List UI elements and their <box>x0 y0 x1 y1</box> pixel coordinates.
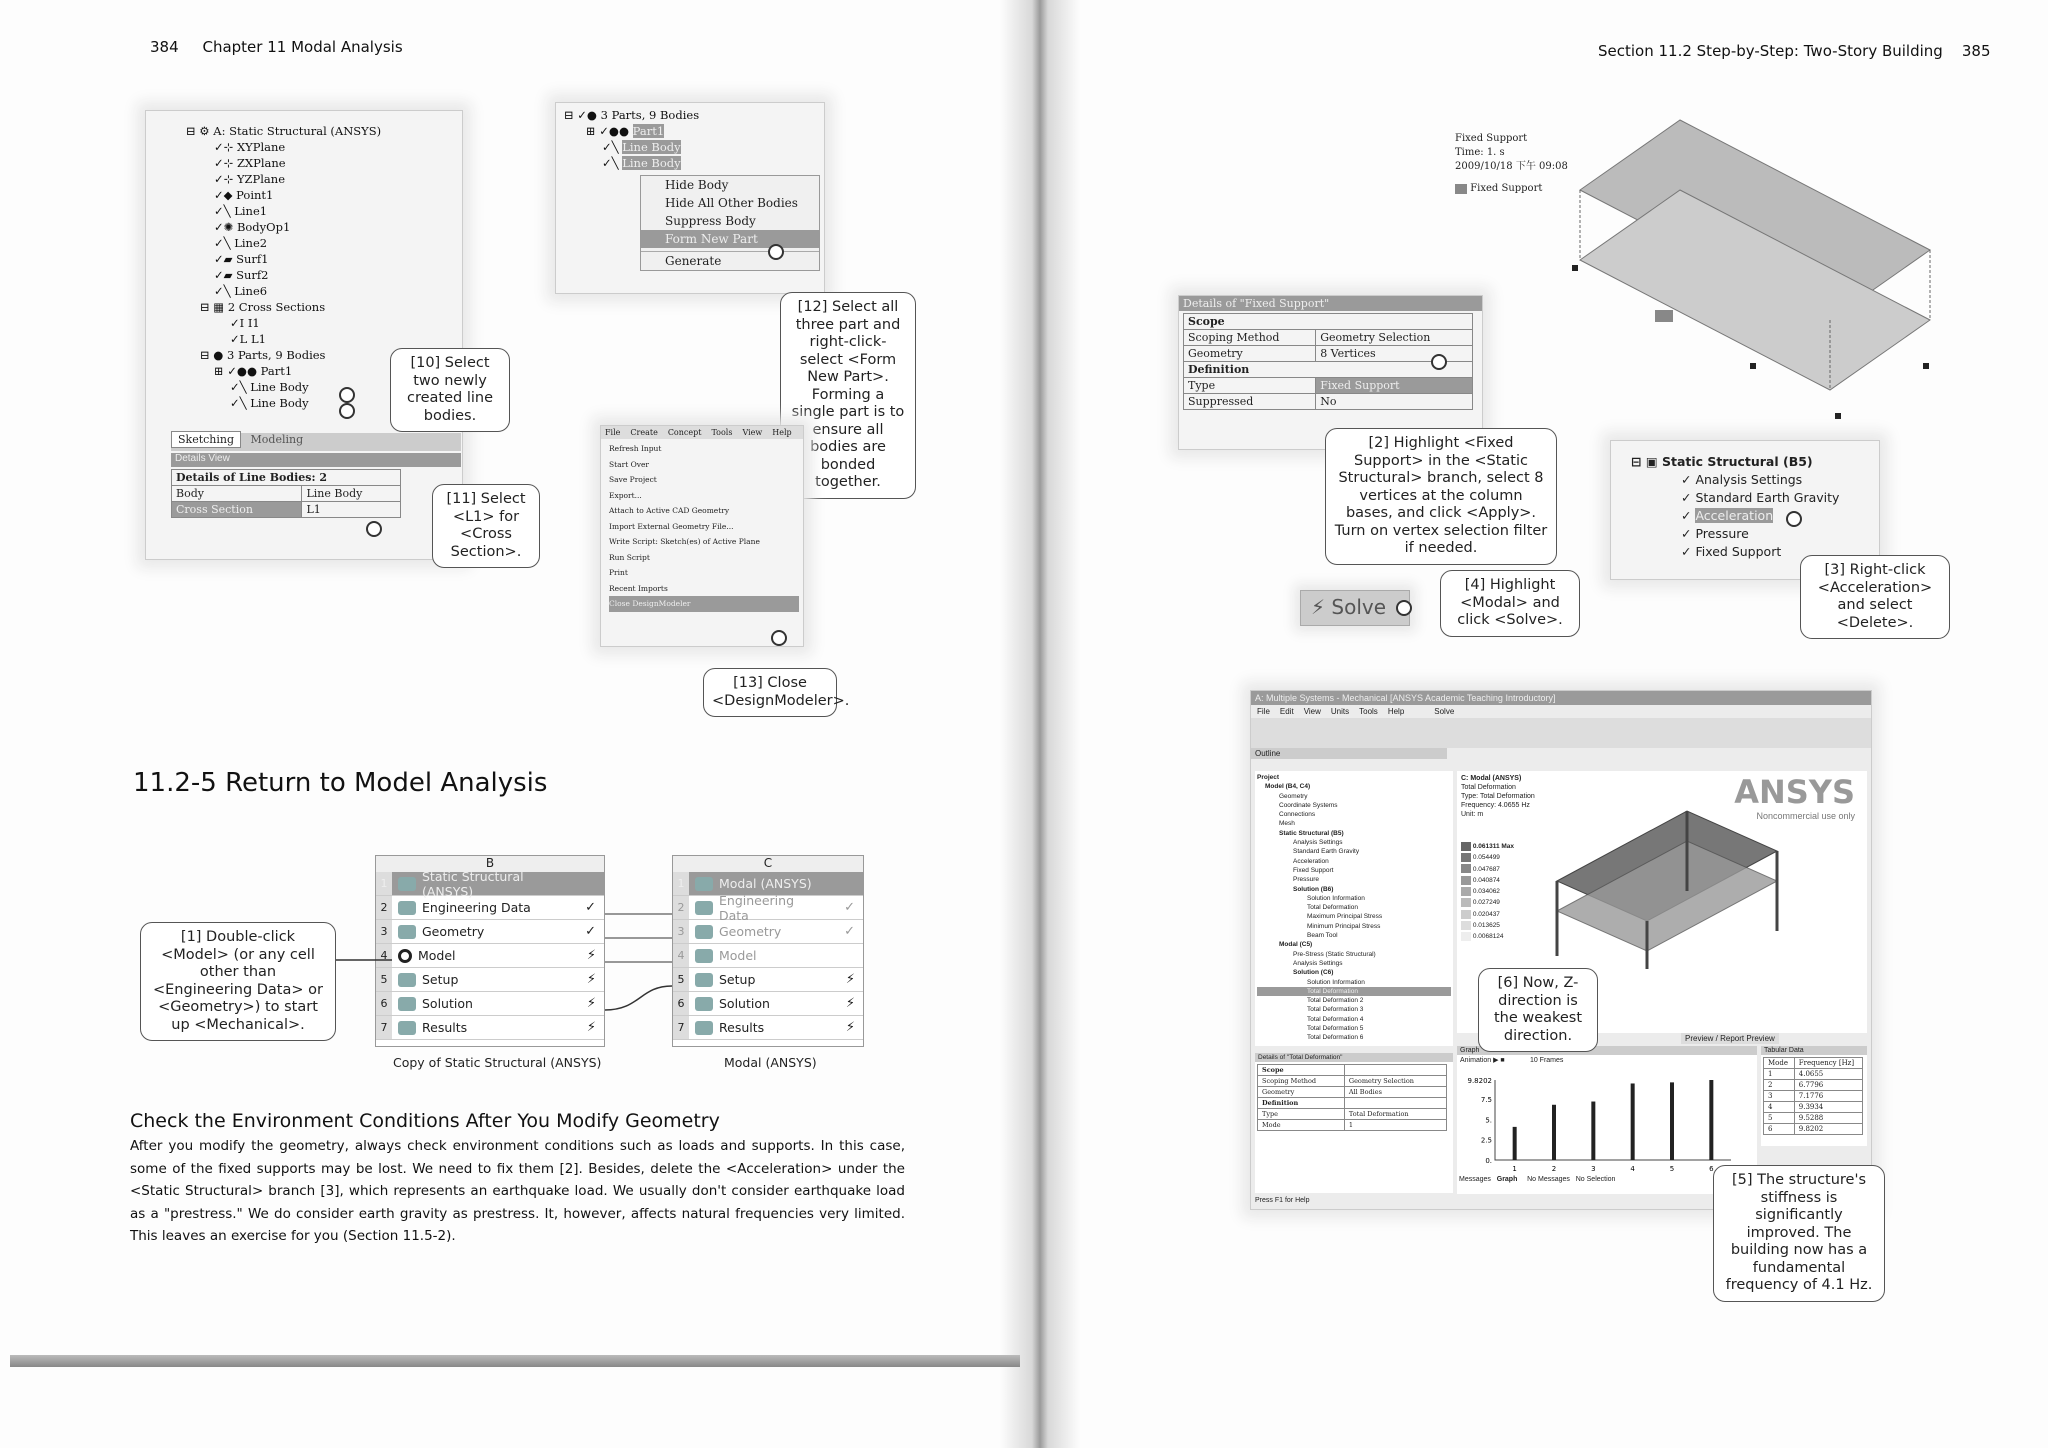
result-info-line: Frequency: 4.0655 Hz <box>1461 802 1530 809</box>
menu-print[interactable]: Print <box>609 568 628 577</box>
prop-name: Suppressed <box>1184 394 1316 410</box>
legend-value: 0.0068124 <box>1472 933 1504 941</box>
tree-item[interactable]: Total Deformation 3 <box>1307 1006 1364 1014</box>
group-label: Scope <box>1258 1065 1345 1076</box>
menu-help[interactable]: Help <box>772 428 792 437</box>
legend-value: 0.013625 <box>1472 922 1500 930</box>
frames-select[interactable]: 10 Frames <box>1529 1057 1564 1064</box>
table-cell: 9.3934 <box>1794 1102 1862 1113</box>
prop-value[interactable]: Geometry Selection <box>1344 1076 1446 1087</box>
menu-import-geometry[interactable]: Import External Geometry File... <box>609 521 734 531</box>
messages-status: No Messages <box>1527 1176 1570 1183</box>
details-pane <box>1255 1053 1453 1193</box>
message-tabs <box>1459 1176 1615 1183</box>
toolbar <box>1251 718 1871 748</box>
tree-item[interactable]: ✓✺ BodyOp1 <box>214 220 291 234</box>
tree-item[interactable]: ✓I I1 <box>230 316 260 330</box>
prop-value[interactable]: 8 Vertices <box>1316 346 1473 362</box>
fixed-support-legend <box>1455 132 1568 196</box>
result-info-line: Type: Total Deformation <box>1461 793 1535 800</box>
tree-item[interactable]: ✓▰ Surf2 <box>214 268 269 282</box>
tree-item[interactable]: Total Deformation 4 <box>1307 1015 1364 1023</box>
right-header <box>1598 42 1991 60</box>
details-title: Details of "Fixed Support" <box>1179 296 1482 311</box>
toolbar-solve-button[interactable]: Solve <box>1434 707 1455 716</box>
callout-13: [13] Close <DesignModeler>. <box>703 668 837 717</box>
table-cell: 3 <box>1764 1091 1795 1102</box>
selection-marker <box>1396 600 1412 616</box>
tree-root[interactable]: ⊟ ▣ Static Structural (B5) <box>1631 454 1813 469</box>
table-cell: 7.1776 <box>1794 1091 1862 1102</box>
prop-name: Geometry <box>1258 1087 1345 1098</box>
details-view-title: Details View <box>171 453 461 467</box>
animation-label: Animation <box>1460 1057 1492 1064</box>
system-row[interactable]: 1 Static Structural (ANSYS) <box>376 872 604 896</box>
menu-concept[interactable]: Concept <box>667 428 702 437</box>
outline-tree <box>1255 771 1453 1046</box>
menu-generate[interactable]: Generate <box>641 251 819 270</box>
x-tick-label: 6 <box>1709 1165 1714 1173</box>
prop-value[interactable]: No <box>1316 394 1473 410</box>
tree-item[interactable]: ✓╲ Line2 <box>214 236 268 250</box>
prop-value <box>1344 1098 1446 1109</box>
callout-2: [2] Highlight <Fixed Support> in the <Static Structural> branch, select 8 vertices at the column bases, and click <Apply>. Turn on vertex selection filter if needed. <box>1325 428 1557 565</box>
system-row[interactable]: 2 Engineering Data ✓ <box>673 896 863 920</box>
prop-value[interactable]: 1 <box>1344 1120 1446 1131</box>
menu-file[interactable]: File <box>605 428 621 437</box>
frequency-bar-chart <box>1461 1074 1751 1174</box>
tree-item[interactable]: ✓ Pressure <box>1681 526 1749 541</box>
tree-item[interactable]: ✓⊹ YZPlane <box>214 172 286 186</box>
menu-tools[interactable]: Tools <box>1359 707 1378 716</box>
table-cell: 9.8202 <box>1794 1124 1862 1135</box>
menu-form-new-part[interactable]: Form New Part <box>641 230 819 248</box>
legend-value: 0.040874 <box>1472 876 1500 884</box>
legend-value: 0.020437 <box>1472 910 1500 918</box>
mechanical-window <box>1250 690 1872 1210</box>
legend-line: 2009/10/18 下午 09:08 <box>1455 161 1568 172</box>
tree-item[interactable]: ✓ Analysis Settings <box>1681 472 1803 487</box>
table-cell: 6 <box>1764 1124 1795 1135</box>
prop-name: Type <box>1184 378 1316 394</box>
system-letter: B <box>376 856 604 872</box>
animation-bar: Animation ▶ ■ 10 Frames <box>1460 1057 1564 1064</box>
system-row[interactable]: 6 Solution ⚡ <box>673 992 863 1016</box>
tree-item[interactable]: ⊟ ● 3 Parts, 9 Bodies <box>200 348 326 362</box>
tree-item[interactable]: ✓╲ Line Body <box>602 156 681 170</box>
graph-tab[interactable]: Graph <box>1496 1176 1518 1183</box>
prop-name: Scoping Method <box>1258 1076 1345 1087</box>
tree-item[interactable]: Model (B4, C4) <box>1265 783 1311 791</box>
status-bar: Press F1 for Help <box>1255 1197 1310 1204</box>
system-row-model[interactable]: 4 Model ⚡ <box>376 944 604 968</box>
prop-name: Cross Section <box>172 502 302 518</box>
system-row[interactable]: 6 Solution ⚡ <box>376 992 604 1016</box>
tree-item[interactable]: ✓╲ Line6 <box>214 284 268 298</box>
tree-item[interactable]: ✓L L1 <box>230 332 266 346</box>
mech-menu-bar <box>1251 705 1871 718</box>
preview-tabs[interactable]: Preview / Report Preview <box>1681 1033 1779 1044</box>
tree-item[interactable]: Solution (C6) <box>1293 969 1334 977</box>
frequency-bar <box>1552 1105 1556 1160</box>
menu-create[interactable]: Create <box>630 428 658 437</box>
prop-value[interactable]: Geometry Selection <box>1316 330 1473 346</box>
result-info <box>1461 774 1535 819</box>
y-tick-label: 5. <box>1485 1116 1492 1125</box>
graph-pane <box>1457 1046 1757 1194</box>
prop-name: Mode <box>1258 1120 1345 1131</box>
result-info-line: Total Deformation <box>1461 784 1516 791</box>
section-header: Section 11.2 Step-by-Step: Two-Story Building <box>1598 42 1943 60</box>
menu-start-over[interactable]: Start Over <box>609 459 650 469</box>
callout-12: [12] Select all three part and right-click-select <Form New Part>. Forming a single part is to ensure all bodies are bonded together. <box>780 292 916 499</box>
tree-item[interactable]: Acceleration <box>1293 857 1329 865</box>
tabular-table <box>1763 1057 1863 1135</box>
building-plates-view <box>1560 110 1940 420</box>
page-number: 384 <box>150 38 179 56</box>
menu-run-script[interactable]: Run Script <box>609 552 650 562</box>
x-tick-label: 3 <box>1591 1165 1596 1173</box>
selection-status: No Selection <box>1575 1176 1616 1183</box>
tree-item[interactable]: ✓╲ Line Body <box>230 396 309 410</box>
selection-marker <box>1431 354 1447 370</box>
system-letter: C <box>673 856 863 872</box>
y-tick-label: 2.5 <box>1480 1136 1492 1145</box>
tree-item[interactable]: Geometry <box>1279 792 1308 800</box>
prop-value <box>1344 1065 1446 1076</box>
legend-key: Fixed Support <box>1470 183 1543 194</box>
callout-6: [6] Now, Z-direction is the weakest direction. <box>1478 968 1598 1052</box>
menu-write-script[interactable]: Write Script: Sketch(es) of Active Plane <box>609 537 760 546</box>
details-header: Details of Line Bodies: 2 <box>172 470 401 486</box>
tree-item[interactable]: Total Deformation 2 <box>1307 997 1364 1005</box>
tree-item[interactable]: Total Deformation 5 <box>1307 1025 1364 1033</box>
menu-view[interactable]: View <box>742 428 763 437</box>
y-tick-label: 7.5 <box>1480 1095 1492 1104</box>
ansys-logo: ANSYS <box>1734 773 1855 811</box>
prop-name: Scoping Method <box>1184 330 1316 346</box>
table-cell: 9.5288 <box>1794 1113 1862 1124</box>
system-row[interactable]: 5 Setup ⚡ <box>376 968 604 992</box>
table-cell: 6.7796 <box>1794 1080 1862 1091</box>
deformed-building <box>1537 791 1787 971</box>
tree-item[interactable]: ✓▰ Surf1 <box>214 252 269 266</box>
system-row[interactable]: 7 Results ⚡ <box>673 1016 863 1040</box>
tree-item[interactable]: Pressure <box>1293 876 1320 884</box>
details-table <box>1183 313 1473 410</box>
menu-edit[interactable]: Edit <box>1279 707 1294 716</box>
system-c-caption: Modal (ANSYS) <box>724 1055 817 1070</box>
tree-item[interactable]: ✓◆ Point1 <box>214 188 274 202</box>
outline-header: Outline <box>1251 748 1447 759</box>
x-tick-label: 2 <box>1551 1165 1557 1173</box>
legend-line: Time: 1. s <box>1455 147 1505 158</box>
tree-root[interactable]: ⊟ ✓● 3 Parts, 9 Bodies <box>564 108 700 122</box>
system-b-caption: Copy of Static Structural (ANSYS) <box>393 1055 602 1070</box>
menu-close-designmodeler[interactable]: Close DesignModeler <box>609 596 799 612</box>
details-title: Details of "Total Deformation" <box>1255 1053 1453 1062</box>
legend-value: 0.061311 Max <box>1472 843 1515 850</box>
prop-name: Body <box>172 486 302 502</box>
menu-units[interactable]: Units <box>1330 707 1350 716</box>
solve-button[interactable]: ⚡ Solve <box>1300 590 1410 626</box>
tree-item[interactable]: Beam Tool <box>1307 932 1338 940</box>
column-header: Mode <box>1764 1058 1795 1069</box>
group-definition: Definition <box>1184 362 1473 378</box>
tree-item[interactable]: Analysis Settings <box>1293 959 1343 967</box>
tree-item[interactable]: Coordinate Systems <box>1279 801 1338 809</box>
system-row[interactable]: 3 Geometry ✓ <box>376 920 604 944</box>
table-cell: 4.0655 <box>1794 1069 1862 1080</box>
tree-item[interactable]: Analysis Settings <box>1293 839 1343 847</box>
tree-item[interactable]: Solution Information <box>1307 978 1365 986</box>
messages-tab[interactable]: Messages <box>1459 1176 1491 1183</box>
system-row[interactable]: 1 Modal (ANSYS) <box>673 872 863 896</box>
static-tree <box>1631 453 1839 561</box>
fixed-support-details <box>1178 295 1483 450</box>
chart-axis <box>1495 1080 1731 1160</box>
menu-suppress-body[interactable]: Suppress Body <box>665 214 756 228</box>
menu-export[interactable]: Export... <box>609 490 642 500</box>
legend-line: Fixed Support <box>1455 133 1528 144</box>
x-tick-label: 5 <box>1669 1165 1675 1173</box>
tree-item[interactable]: Total Deformation <box>1307 904 1358 912</box>
callout-3: [3] Right-click <Acceleration> and select <Delete>. <box>1800 555 1950 639</box>
tree-item[interactable]: Connections <box>1279 811 1316 819</box>
details-table <box>1257 1064 1447 1131</box>
tree-item[interactable]: ⊞ ✓●● Part1 <box>214 364 293 378</box>
tree-item[interactable]: Pre-Stress (Static Structural) <box>1293 950 1376 958</box>
legend-value: 0.027249 <box>1472 899 1500 907</box>
menu-file[interactable]: File <box>1257 707 1270 716</box>
system-row[interactable]: 7 Results ⚡ <box>376 1016 604 1040</box>
tab-sketching[interactable]: Sketching <box>171 431 241 448</box>
contour-legend <box>1461 841 1514 943</box>
tree-item[interactable]: ✓⊹ XYPlane <box>214 140 286 154</box>
legend-value: 0.054499 <box>1472 854 1500 862</box>
subsection-title: Check the Environment Conditions After You Modify Geometry <box>130 1110 720 1132</box>
column-header: Frequency [Hz] <box>1794 1058 1862 1069</box>
tab-modeling[interactable]: Modeling <box>250 433 304 446</box>
tree-item[interactable]: Static Structural (B5) <box>1279 829 1344 837</box>
tree-item[interactable]: Solution Information <box>1307 894 1365 902</box>
y-tick-label: 0. <box>1485 1157 1492 1165</box>
menu-help[interactable]: Help <box>1387 707 1405 716</box>
menu-hide-all-other-bodies[interactable]: Hide All Other Bodies <box>665 196 798 210</box>
tree-item[interactable]: ⊟ ▦ 2 Cross Sections <box>200 300 326 314</box>
prop-value[interactable]: Fixed Support <box>1316 378 1473 394</box>
tabular-title: Tabular Data <box>1761 1046 1867 1055</box>
selection-marker <box>1786 511 1802 527</box>
prop-value[interactable]: L1 <box>302 502 401 518</box>
table-cell: 2 <box>1764 1080 1795 1091</box>
x-tick-label: 4 <box>1630 1165 1635 1173</box>
tree-item[interactable]: Modal (C5) <box>1279 941 1313 949</box>
callout-10: [10] Select two newly created line bodies. <box>390 348 510 432</box>
connector-lines <box>0 0 1030 1100</box>
prop-name: Geometry <box>1184 346 1316 362</box>
frequency-bar <box>1591 1102 1595 1160</box>
menu-recent-imports[interactable]: Recent Imports <box>609 583 668 593</box>
callout-11: [11] Select <L1> for <Cross Section>. <box>432 484 540 568</box>
tree-item-acceleration[interactable]: ✓ Acceleration <box>1681 508 1774 523</box>
tree-item[interactable]: Maximum Principal Stress <box>1307 913 1383 921</box>
tree-item[interactable]: ✓╲ Line1 <box>214 204 268 218</box>
frequency-bar <box>1513 1127 1517 1160</box>
frequency-bar <box>1670 1082 1674 1160</box>
result-info-line: Unit: m <box>1461 811 1484 818</box>
prop-name: Type <box>1258 1109 1345 1120</box>
group-label: Definition <box>1258 1098 1345 1109</box>
tabular-data-pane <box>1761 1046 1867 1146</box>
result-info-line: C: Modal (ANSYS) <box>1461 775 1522 782</box>
tree-item[interactable]: Project <box>1257 774 1280 781</box>
section-title: 11.2-5 Return to Model Analysis <box>133 768 548 798</box>
table-cell: 4 <box>1764 1102 1795 1113</box>
menu-view[interactable]: View <box>1303 707 1321 716</box>
prop-value[interactable]: Line Body <box>302 486 401 502</box>
ansys-logo-sub: Noncommercial use only <box>1756 811 1855 821</box>
tree-item[interactable]: Minimum Principal Stress <box>1307 922 1381 930</box>
window-title: A: Multiple Systems - Mechanical [ANSYS Academic Teaching Introductory] <box>1251 691 1871 705</box>
menu-hide-body[interactable]: Hide Body <box>665 178 729 192</box>
tree-item[interactable]: Total Deformation <box>1257 987 1451 996</box>
y-tick-label: 9.8202 <box>1467 1077 1492 1085</box>
tree-item[interactable]: ✓╲ Line Body <box>602 140 681 154</box>
tree-item[interactable]: Solution (B6) <box>1293 885 1334 893</box>
tree-item[interactable]: ⊞ ✓●● Part1 <box>586 124 665 138</box>
system-row[interactable]: 5 Setup ⚡ <box>673 968 863 992</box>
x-tick-label: 1 <box>1512 1165 1517 1173</box>
menu-refresh-input[interactable]: Refresh Input <box>609 444 662 453</box>
page-number: 385 <box>1961 42 1991 60</box>
tree-item[interactable]: Standard Earth Gravity <box>1293 848 1360 856</box>
legend-value: 0.047687 <box>1472 865 1500 873</box>
callout-1: [1] Double-click <Model> (or any cell other than <Engineering Data> or <Geometry>) to start up <Mechanical>. <box>140 922 336 1041</box>
group-scope: Scope <box>1184 314 1473 330</box>
tree-item[interactable]: Total Deformation 6 <box>1307 1034 1364 1042</box>
tree-item[interactable]: Mesh <box>1279 820 1295 828</box>
menu-tools[interactable]: Tools <box>711 428 733 437</box>
menu-attach-cad[interactable]: Attach to Active CAD Geometry <box>609 506 730 515</box>
chapter-title: Chapter 11 Modal Analysis <box>202 38 403 56</box>
table-cell: 5 <box>1764 1113 1795 1124</box>
subsection-body: After you modify the geometry, always check environment conditions such as loads and supports. In this case, some of the fixed supports may be lost. We need to fix them [2]. Besides, delete the <Acceleration> under the <Static Structural> branch [3], which represents an earthquake load. We usually don't consider earthquake load as a "prestress." We do consider earth gravity as prestress. It, however, affects natural frequencies very limited. This leaves an exercise for you (Section 11.5-2). <box>130 1138 905 1244</box>
tree-item[interactable]: ✓ Fixed Support <box>1681 544 1782 559</box>
tree-item[interactable]: ✓ Standard Earth Gravity <box>1681 490 1840 505</box>
system-row[interactable]: 2 Engineering Data ✓ <box>376 896 604 920</box>
callout-5: [5] The structure's stiffness is significantly improved. The building now has a fundamental frequency of 4.1 Hz. <box>1713 1165 1885 1302</box>
frequency-bar <box>1709 1080 1713 1160</box>
prop-value[interactable]: Total Deformation <box>1344 1109 1446 1120</box>
tree-item[interactable]: Fixed Support <box>1293 866 1334 874</box>
callout-4: [4] Highlight <Modal> and click <Solve>. <box>1440 570 1580 637</box>
prop-value[interactable]: All Bodies <box>1344 1087 1446 1098</box>
system-row[interactable]: 4 Model <box>673 944 863 968</box>
tree-item[interactable]: ✓╲ Line Body <box>230 380 309 394</box>
table-cell: 1 <box>1764 1069 1795 1080</box>
menu-save-project[interactable]: Save Project <box>609 475 657 484</box>
legend-value: 0.034062 <box>1472 888 1500 896</box>
tree-item[interactable]: ✓⊹ ZXPlane <box>214 156 286 170</box>
frequency-bar <box>1631 1083 1635 1160</box>
system-row[interactable]: 3 Geometry ✓ <box>673 920 863 944</box>
graph-title: Graph <box>1457 1046 1757 1055</box>
tree-root[interactable]: ⊟ ⚙ A: Static Structural (ANSYS) <box>186 124 382 138</box>
page-edge-bar <box>10 1355 1020 1367</box>
